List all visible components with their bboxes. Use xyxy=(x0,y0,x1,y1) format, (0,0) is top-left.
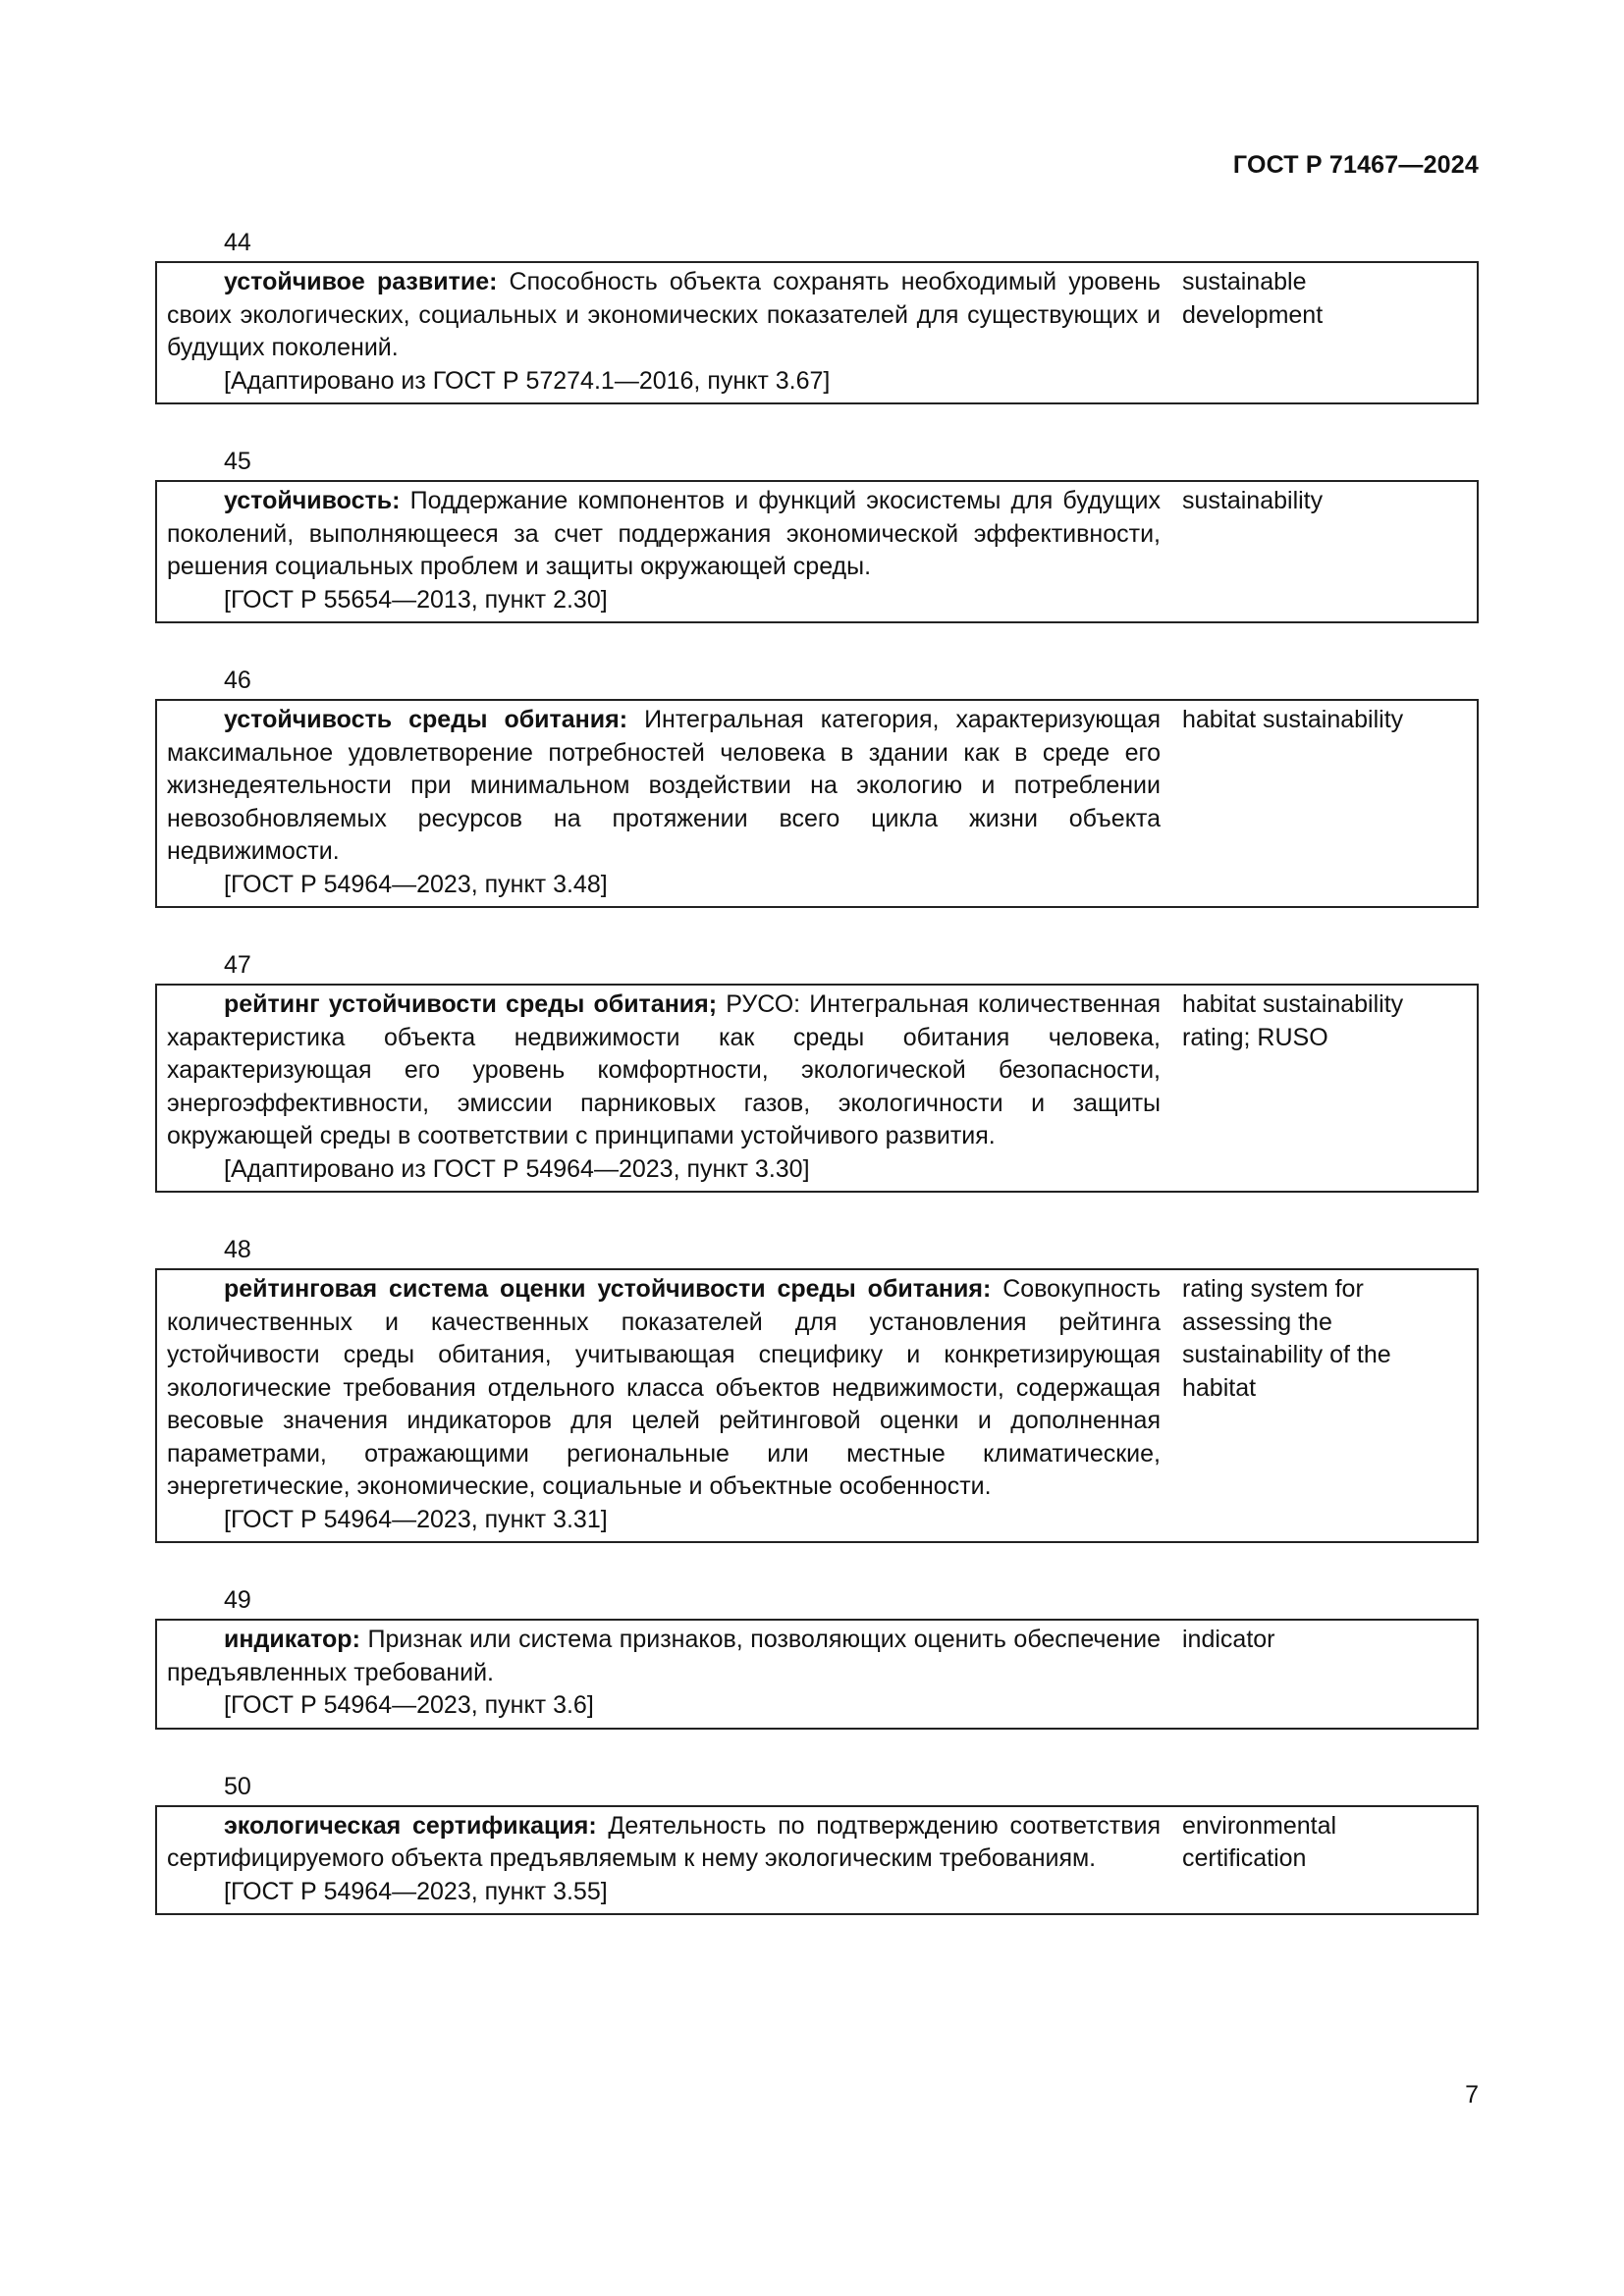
english-term-line: rating; RUSO xyxy=(1182,1023,1328,1051)
definition-text: Признак или система признаков, позволяющих оценить обеспечение предъявленных требований. xyxy=(167,1626,1161,1686)
source-reference: [ГОСТ Р 54964—2023, пункт 3.31] xyxy=(224,1505,608,1533)
english-term-line: development xyxy=(1182,300,1324,329)
english-term-line: certification xyxy=(1182,1844,1307,1872)
english-equivalent xyxy=(1172,1624,1477,1723)
definition-paragraph xyxy=(167,988,1161,1153)
term-entry xyxy=(155,666,1479,908)
english-equivalent xyxy=(1172,988,1477,1186)
english-equivalent xyxy=(1172,704,1477,901)
entry-box xyxy=(155,1805,1479,1916)
entry-box xyxy=(155,984,1479,1193)
source-reference: [ГОСТ Р 54964—2023, пункт 3.6] xyxy=(224,1691,594,1719)
english-term-line: sustainability xyxy=(1182,487,1324,514)
definition-column xyxy=(157,266,1172,398)
term-entry xyxy=(155,1772,1479,1916)
entry-number: 45 xyxy=(224,448,251,475)
definition-column xyxy=(157,485,1172,616)
definition-column xyxy=(157,988,1172,1186)
definition-paragraph xyxy=(167,704,1161,869)
definition-paragraph xyxy=(167,266,1161,365)
english-equivalent xyxy=(1172,266,1477,398)
entry-number: 47 xyxy=(224,951,251,979)
english-equivalent xyxy=(1172,1810,1477,1909)
english-term-line: sustainability of the xyxy=(1182,1341,1391,1368)
definition-text: Деятельность по подтверждению соответствия сертифицируемого объекта предъявляемым к нему экологическим требованиям. xyxy=(167,1811,1161,1872)
definition-text: Поддержание компонентов и функций экосистемы для будущих поколений, выполняющееся за счет поддержания экономической эффективности, решения социальных проблем и защиты окружающей среды. xyxy=(167,487,1161,580)
english-term-line: habitat sustainability xyxy=(1182,706,1404,733)
term-name: рейтинг устойчивости среды обитания; xyxy=(224,990,718,1018)
english-term-line: assessing the xyxy=(1182,1308,1332,1336)
definition-text: Совокупность количественных и качественных показателей для установления рейтинга устойчивости среды обитания, учитывающая специфику и конкретизирующая экологические требования отдельного класса объектов недвижимости, содержащая весовые значения индикаторов для целей рейтинговой оценки и дополненная параметрами, отражающими региональные или местные климатические, энергетические, экономические, социальные и объектные особенности. xyxy=(167,1275,1162,1500)
term-entry xyxy=(155,1235,1479,1543)
english-term-line: habitat xyxy=(1182,1373,1257,1402)
source-reference: [ГОСТ Р 55654—2013, пункт 2.30] xyxy=(224,585,608,614)
english-term-line: environmental xyxy=(1182,1811,1337,1840)
definition-text: РУСО: Интегральная количественная характеристика объекта недвижимости как среды обитания человека, характеризующая его уровень комфортности, экологической безопасности, энергоэффективности, эмиссии парниковых газов, экологичности и защиты окружающей среды в соответствии с принципами устойчивого развития. xyxy=(167,990,1161,1149)
english-equivalent xyxy=(1172,1273,1477,1536)
english-term-line: indicator xyxy=(1182,1626,1275,1653)
source-reference: [Адаптировано из ГОСТ Р 57274.1—2016, пункт 3.67] xyxy=(224,366,831,395)
entry-number: 46 xyxy=(224,667,251,694)
source-reference: [Адаптировано из ГОСТ Р 54964—2023, пункт 3.30] xyxy=(224,1154,810,1183)
english-term-line: sustainable xyxy=(1182,268,1307,295)
definition-column xyxy=(157,1810,1172,1909)
definition-paragraph xyxy=(167,1810,1161,1876)
entry-number: 48 xyxy=(224,1236,251,1263)
entry-box xyxy=(155,261,1479,404)
definition-paragraph xyxy=(167,1273,1161,1504)
definition-paragraph xyxy=(167,485,1161,584)
definition-paragraph xyxy=(167,1624,1161,1689)
definition-column xyxy=(157,1624,1172,1723)
term-name: экологическая сертификация: xyxy=(224,1811,597,1840)
term-name: индикатор: xyxy=(224,1626,360,1653)
definition-text: Способность объекта сохранять необходимый уровень своих экологических, социальных и экономических показателей для существующих и будущих поколений. xyxy=(167,268,1161,361)
term-name: устойчивость среды обитания: xyxy=(224,706,628,733)
page-number: 7 xyxy=(1465,2081,1479,2109)
term-name: устойчивое развитие: xyxy=(224,268,498,295)
term-entry xyxy=(155,228,1479,404)
definition-text: Интегральная категория, характеризующая максимальное удовлетворение потребностей человека в здании как в среде его жизнедеятельности при минимальном воздействии на экологию и потреблении невозобновляемых ресурсов на протяжении всего цикла жизни объекта недвижимости. xyxy=(167,706,1162,865)
source-reference: [ГОСТ Р 54964—2023, пункт 3.48] xyxy=(224,870,608,898)
definition-column xyxy=(157,1273,1172,1536)
entry-box xyxy=(155,480,1479,623)
term-name: устойчивость: xyxy=(224,487,401,514)
entry-box xyxy=(155,1619,1479,1730)
document-code: ГОСТ Р 71467—2024 xyxy=(1232,151,1479,179)
definition-column xyxy=(157,704,1172,901)
source-reference: [ГОСТ Р 54964—2023, пункт 3.55] xyxy=(224,1877,608,1905)
entry-number: 50 xyxy=(224,1772,251,1800)
english-term-line: habitat sustainability xyxy=(1182,990,1404,1018)
term-entry xyxy=(155,447,1479,623)
entry-number: 49 xyxy=(224,1586,251,1614)
english-term-line: rating system for xyxy=(1182,1275,1364,1303)
term-entry xyxy=(155,1585,1479,1730)
term-name: рейтинговая система оценки устойчивости среды обитания: xyxy=(224,1275,992,1303)
english-equivalent xyxy=(1172,485,1477,616)
entry-box xyxy=(155,699,1479,908)
entry-box xyxy=(155,1268,1479,1543)
terms-list xyxy=(155,228,1479,1957)
term-entry xyxy=(155,950,1479,1193)
entry-number: 44 xyxy=(224,229,251,256)
